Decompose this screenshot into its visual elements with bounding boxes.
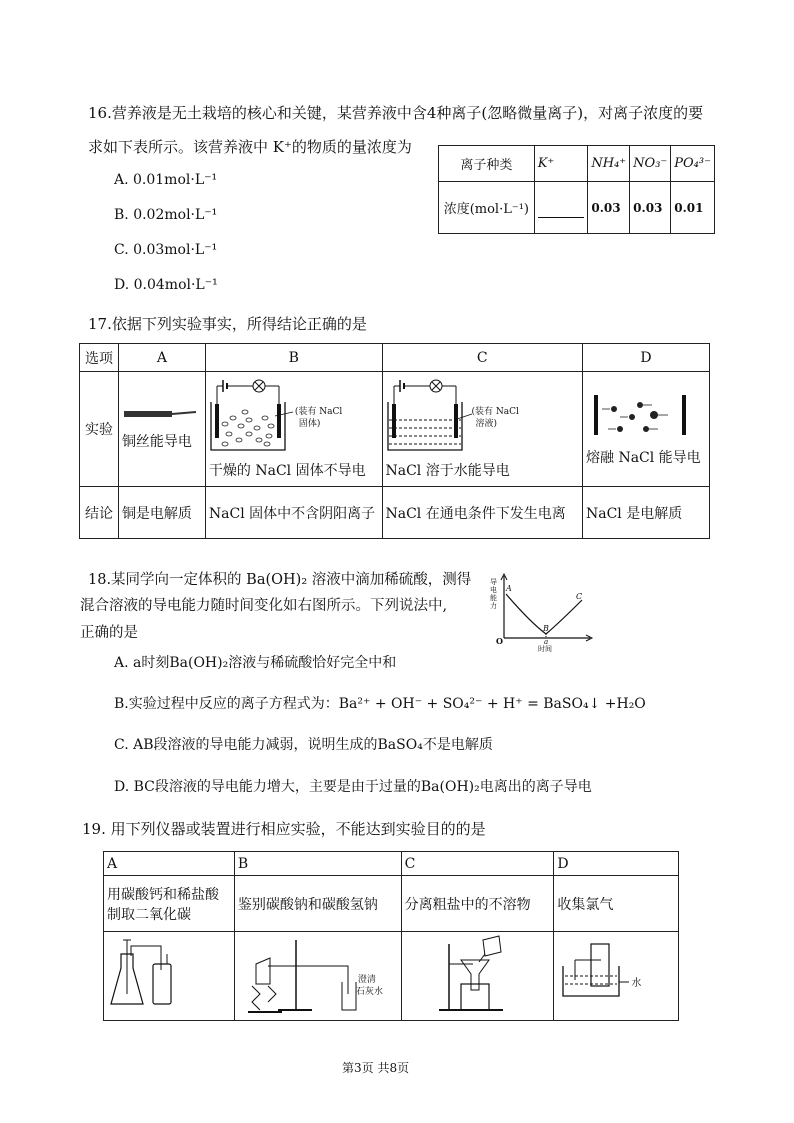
q18-graph-point-c: C	[576, 592, 583, 601]
q17-conclusion-a: 铜是电解质	[118, 487, 205, 539]
gas-collection-over-water-figure	[557, 936, 667, 1016]
q16-ion-row-label: 离子种类	[439, 146, 535, 182]
q17-fig-c-note1: (装有 NaCl	[471, 407, 519, 417]
co2-generation-apparatus-figure	[107, 934, 227, 1014]
q18-stem-line2: 混合溶液的导电能力随时间变化如右图所示。下列说法中,	[80, 598, 448, 614]
q18-conductivity-graph	[490, 572, 600, 652]
q16-conc-no3: 0.03	[630, 182, 671, 234]
q17-conclusion-c: NaCl 在通电条件下发生电离	[382, 487, 583, 539]
q17-exp-c	[382, 372, 583, 487]
q17-stem: 17.依据下列实验事实，所得结论正确的是	[88, 315, 367, 333]
q17-exp-d-text: 熔融 NaCl 能导电	[586, 450, 701, 466]
q19-fig-b-label2: 石灰水	[355, 987, 383, 997]
q18-stem-line3: 正确的是	[80, 625, 138, 641]
q16-option-b: B. 0.02mol·L⁻¹	[114, 207, 218, 223]
q19-purpose-d: 收集氯气	[554, 876, 679, 932]
q17-exp-a	[118, 372, 205, 487]
q17-exp-b-text: 干燥的 NaCl 固体不导电	[208, 463, 366, 479]
q16-conc-po4: 0.01	[671, 182, 715, 234]
q16-ion-no3: NO₃⁻	[630, 146, 671, 182]
q16-conc-nh4: 0.03	[588, 182, 630, 234]
q17-fig-b-note1: (装有 NaCl	[294, 407, 343, 417]
q16-option-a: A. 0.01mol·L⁻¹	[114, 172, 218, 188]
q18-option-b: B.实验过程中反应的离子方程式为：Ba²⁺ + OH⁻ + SO₄²⁻ + H⁺ = BaSO₄↓ +H₂O	[114, 696, 646, 712]
q16-option-c: C. 0.03mol·L⁻¹	[114, 242, 218, 258]
q17-fig-b-note2: 固体)	[298, 419, 321, 429]
q16-ion-table	[438, 145, 715, 234]
q19-header-b: B	[234, 852, 401, 876]
q19-fig-d-label: 水	[631, 978, 642, 989]
q17-table	[79, 343, 710, 539]
q19-fig-a	[104, 932, 235, 1021]
dry-nacl-circuit-figure	[209, 374, 379, 456]
q19-table	[103, 851, 679, 1021]
q19-purpose-c: 分离粗盐中的不溶物	[401, 876, 554, 932]
q17-row-experiment-label: 实验	[80, 372, 119, 487]
q16-ion-k: K⁺	[534, 146, 588, 182]
q18-option-c: C. AB段溶液的导电能力减弱，说明生成的BaSO₄不是电解质	[114, 737, 493, 753]
q19-header-c: C	[401, 852, 554, 876]
q18-stem-line1: 18.某同学向一定体积的 Ba(OH)₂ 溶液中滴加稀硫酸，测得	[88, 572, 472, 588]
q19-header-a: A	[104, 852, 235, 876]
q17-conclusion-d: NaCl 是电解质	[583, 487, 710, 539]
q18-graph-time-a: a	[544, 638, 549, 646]
q16-conc-row-label: 浓度(mol·L⁻¹)	[439, 182, 535, 234]
q19-fig-d	[554, 932, 679, 1021]
q17-exp-a-text: 铜丝能导电	[121, 434, 192, 450]
q19-fig-b-label1: 澄清	[357, 975, 376, 985]
q17-header-b: B	[205, 344, 382, 372]
q18-option-d: D. BC段溶液的导电能力增大，主要是由于过量的Ba(OH)₂电离出的离子导电	[114, 779, 592, 795]
q17-exp-c-text: NaCl 溶于水能导电	[385, 463, 510, 479]
q16-ion-nh4: NH₄⁺	[588, 146, 630, 182]
q17-fig-c-note2: 溶液)	[475, 419, 498, 429]
q16-conc-k	[534, 182, 588, 234]
molten-nacl-figure	[586, 391, 696, 441]
q16-stem-line1: 16.营养液是无土栽培的核心和关键，某营养液中含4种离子(忽略微量离子)，对离子浓度的要	[88, 104, 704, 122]
q19-purpose-a: 用碳酸钙和稀盐酸制取二氧化碳	[104, 876, 235, 932]
q17-header-a: A	[118, 344, 205, 372]
q18-graph-point-a: A	[506, 584, 512, 593]
q19-stem: 19. 用下列仪器或装置进行相应实验，不能达到实验目的的是	[82, 820, 486, 838]
q17-row-conclusion-label: 结论	[80, 487, 119, 539]
q18-option-a: A. a时刻Ba(OH)₂溶液与稀硫酸恰好完全中和	[114, 655, 397, 671]
q18-graph-point-b: B	[543, 624, 549, 633]
q16-option-d: D. 0.04mol·L⁻¹	[114, 277, 218, 293]
q17-exp-d	[583, 372, 710, 487]
q17-header-d: D	[583, 344, 710, 372]
q19-purpose-b: 鉴别碳酸钠和碳酸氢钠	[234, 876, 401, 932]
copper-wire-figure	[122, 407, 198, 423]
filtration-apparatus-figure	[405, 934, 545, 1014]
q19-header-d: D	[554, 852, 679, 876]
q17-header-option: 选项	[80, 344, 119, 372]
page-footer: 第3页 共8页	[342, 1061, 410, 1075]
q17-exp-b	[205, 372, 382, 487]
q16-blank	[538, 203, 585, 218]
q16-ion-po4: PO₄³⁻	[671, 146, 715, 182]
q17-header-c: C	[382, 344, 583, 372]
q19-fig-b	[234, 932, 401, 1021]
q19-fig-c	[401, 932, 554, 1021]
q17-conclusion-b: NaCl 固体中不含阴阳离子	[205, 487, 382, 539]
q18-graph-ylabel: 导电能力	[490, 578, 497, 610]
q18-graph-origin: O	[496, 636, 503, 646]
q16-stem-line2: 求如下表所示。该营养液中 K⁺的物质的量浓度为	[88, 138, 412, 156]
q18-graph-xlabel: 时间	[538, 645, 552, 653]
